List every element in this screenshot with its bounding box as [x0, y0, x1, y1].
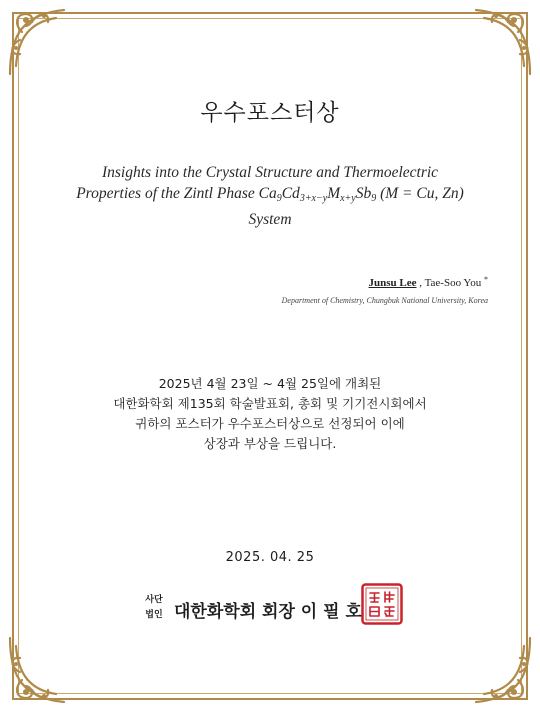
- formula-sb: Sb: [355, 185, 372, 202]
- formula-cd: Cd: [281, 185, 300, 202]
- award-title: 우수포스터상: [200, 100, 340, 126]
- formula-sub-cd: 3+x−y: [299, 193, 328, 204]
- body-line-2: 대한화학회 제135회 학술발표회, 총회 및 기기전시회에서: [113, 396, 427, 411]
- org-type-line-1: 사단: [145, 595, 163, 605]
- author-list: [369, 275, 488, 289]
- corner-ornament-bottom-left: [4, 630, 82, 708]
- org-type: [140, 593, 168, 623]
- presenting-author: Junsu Lee: [368, 277, 417, 289]
- affiliation: Department of Chemistry, Chungbuk National University, Korea: [281, 296, 488, 305]
- corner-ornament-top-left: [4, 4, 82, 82]
- org-type-line-2: 법인: [145, 610, 163, 620]
- body-line-1: 2025년 4월 23일 ~ 4월 25일에 개최된: [158, 376, 382, 391]
- issue-date: 2025. 04. 25: [225, 550, 315, 565]
- paper-title-part2: (M = Cu, Zn) System: [248, 185, 464, 228]
- formula-m: M: [327, 185, 341, 202]
- co-author: , Tae-Soo You: [416, 277, 484, 289]
- body-line-4: 상장과 부상을 드립니다.: [203, 436, 337, 451]
- certificate-body: [60, 374, 480, 454]
- formula-sub-sb: 9: [371, 193, 377, 204]
- corresponding-author-mark: *: [484, 275, 488, 284]
- corner-ornament-bottom-right: [458, 630, 536, 708]
- issuer-signature-line: 대한화학회 회장 이 필 호: [174, 602, 362, 622]
- formula-sub-ca: 9: [276, 193, 282, 204]
- corner-ornament-top-right: [458, 4, 536, 82]
- paper-title: [70, 162, 470, 230]
- paper-title-part1: Insights into the Crystal Structure and Thermoelectric Properties of the Zintl Phase Ca: [76, 164, 439, 202]
- formula-sub-m: x+y: [340, 193, 356, 204]
- body-line-3: 귀하의 포스터가 우수포스터상으로 선정되어 이에: [135, 416, 405, 431]
- red-seal-icon: [361, 583, 403, 625]
